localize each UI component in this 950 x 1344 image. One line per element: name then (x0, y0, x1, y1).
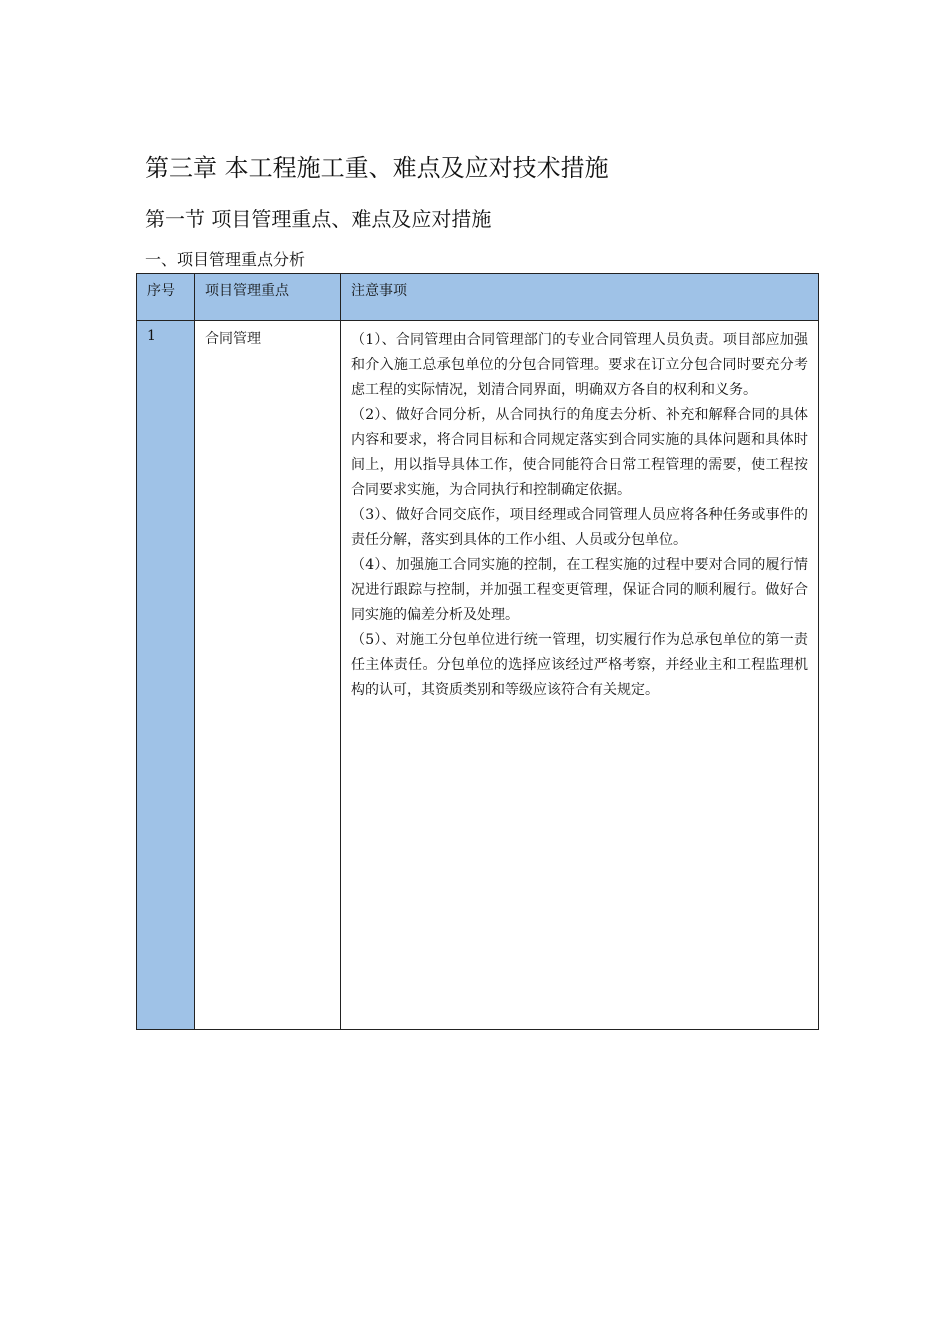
management-focus-table (136, 273, 819, 1030)
cell-index: 1 (137, 321, 195, 1030)
note-paragraph-1: （1）、合同管理由合同管理部门的专业合同管理人员负责。项目部应加强和介入施工总承包单位的分包合同管理。要求在订立分包合同时要充分考虑工程的实际情况，划清合同界面，明确双方各自的权利和义务。 (351, 332, 808, 398)
table-row (137, 321, 819, 1030)
note-paragraph-3: （3）、做好合同交底作，项目经理或合同管理人员应将各种任务或事件的责任分解，落实到具体的工作小组、人员或分包单位。 (351, 507, 808, 548)
header-notes: 注意事项 (341, 274, 819, 321)
cell-key-point: 合同管理 (195, 321, 341, 1030)
note-paragraph-5: （5）、对施工分包单位进行统一管理，切实履行作为总承包单位的第一责任主体责任。分包单位的选择应该经过严格考察，并经业主和工程监理机构的认可，其资质类别和等级应该符合有关规定。 (351, 632, 808, 698)
header-index: 序号 (137, 274, 195, 321)
header-key-point: 项目管理重点 (195, 274, 341, 321)
cell-notes (341, 321, 819, 1030)
section-title: 第一节 项目管理重点、难点及应对措施 (145, 207, 492, 231)
chapter-title: 第三章 本工程施工重、难点及应对技术措施 (145, 154, 609, 182)
note-paragraph-2: （2）、做好合同分析，从合同执行的角度去分析、补充和解释合同的具体内容和要求，将合同目标和合同规定落实到合同实施的具体问题和具体时间上，用以指导具体工作，使合同能符合日常工程管理的需要，使工程按合同要求实施，为合同执行和控制确定依据。 (351, 407, 808, 498)
table-header-row (137, 274, 819, 321)
note-paragraph-4: （4）、加强施工合同实施的控制，在工程实施的过程中要对合同的履行情况进行跟踪与控制，并加强工程变更管理，保证合同的顺利履行。做好合同实施的偏差分析及处理。 (351, 557, 808, 623)
subsection-title: 一、项目管理重点分析 (145, 250, 306, 269)
